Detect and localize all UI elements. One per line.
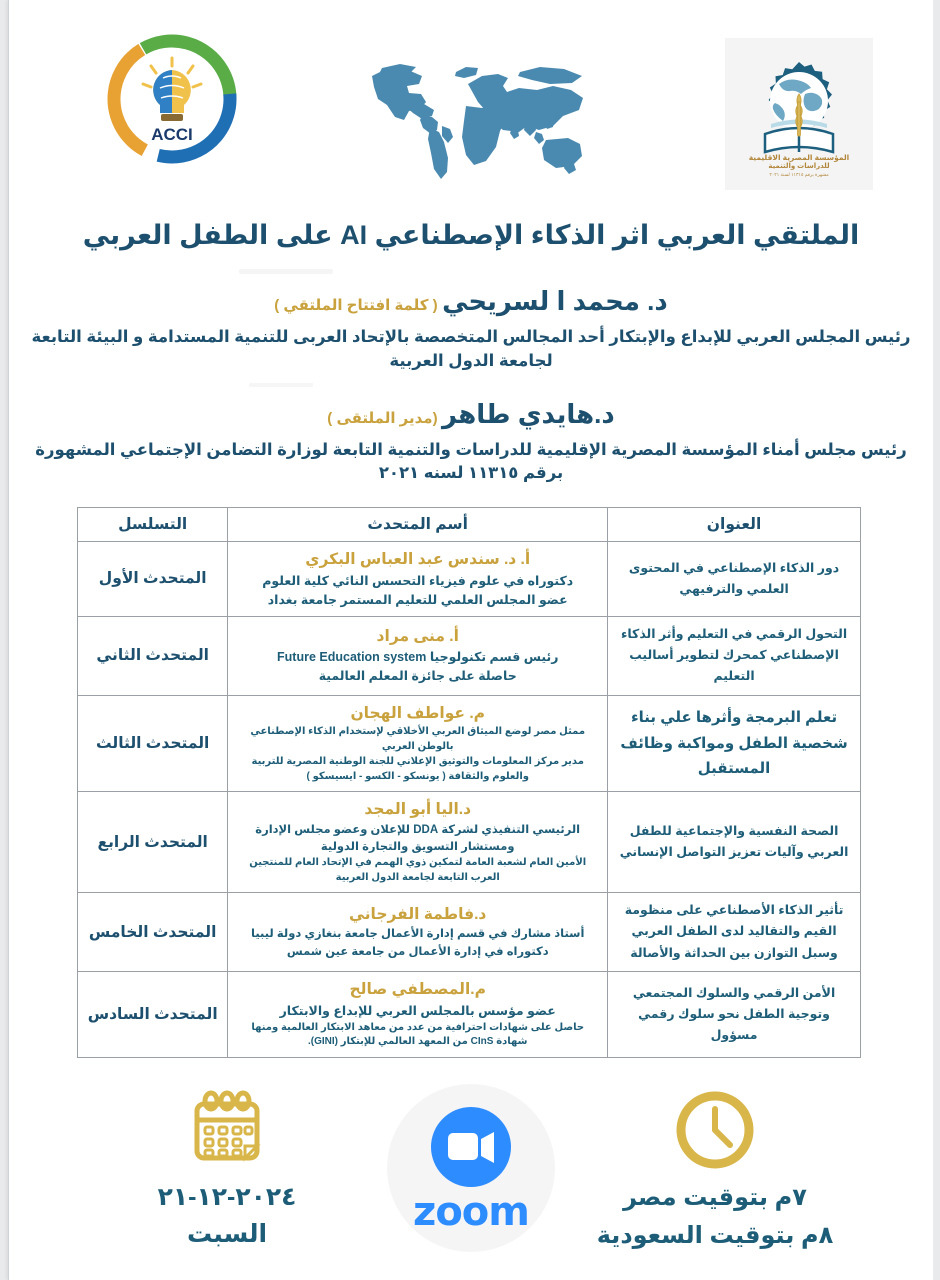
column-header-title: العنوان (608, 507, 861, 541)
table-row (78, 893, 861, 972)
speaker-name: أ. د. سندس عبد العباس البكري (305, 550, 531, 568)
host-block-2 (9, 395, 933, 485)
host-role-2: (مدير الملتقى ) (327, 409, 438, 427)
row-sequence: المتحدث الثاني (78, 616, 228, 695)
poster-page (8, 0, 933, 1280)
time-saudi: ٨م بتوقيت السعودية (596, 1222, 834, 1250)
foundation-caption-1: المؤسسة المصرية الاقليمية (748, 153, 850, 162)
event-date: ٢٠٢٤-١٢-٢١ (157, 1183, 297, 1211)
host-name-2: د.هايدي طاهر (442, 398, 615, 429)
row-speaker (228, 616, 608, 695)
column-header-sequence: التسلسل (78, 507, 228, 541)
table-row (78, 616, 861, 695)
speaker-bio-line: الأمين العام لشعبة العامة لتمكين ذوي الهمم في الإتحاد العام للمنتجين العرب التابعة لجامعة الدول العربية (249, 857, 587, 883)
platform-block (349, 1084, 593, 1252)
host-name-1: د. محمد ا لسريحي (442, 286, 668, 317)
host-role-1: ( كلمة افتتاح الملتقي ) (274, 297, 438, 315)
agenda-table-wrapper (77, 507, 861, 1058)
clock-icon (669, 1084, 761, 1176)
world-map-icon (360, 58, 590, 180)
row-sequence: المتحدث السادس (78, 971, 228, 1057)
row-sequence: المتحدث الرابع (78, 792, 228, 893)
page-title: الملتقي العربي اثر الذكاء الإصطناعي AI على الطفل العربي (82, 220, 860, 250)
world-map-graphic (360, 58, 590, 180)
acci-logo-icon (101, 28, 243, 170)
time-block (593, 1084, 837, 1253)
speaker-bio-line: حاصل على شهادات احترافية من عدد من معاهد الابتكار العالمية ومنها شهادة CInS من المعهد العالمي للإبتكار (GINI). (251, 1021, 585, 1048)
row-title: تأثير الذكاء الأصطناعي على منظومة القيم والتقاليد لدى الطفل العربي وسبل التوازن بين الحداثة والأصالة (608, 893, 861, 972)
host-description-2: رئيس مجلس أمناء المؤسسة المصرية الإقليمية للدراسات والتنمية التابعة لوزارة التضامن الإجتماعي المشهورة برقم ١١٣١٥ لسنه ٢٠٢١ (35, 440, 907, 482)
host-name-line-1 (49, 282, 893, 321)
host-block-1 (9, 282, 933, 372)
foundation-logo-icon (735, 48, 863, 180)
agenda-table (77, 507, 861, 1058)
column-header-speaker: أسم المتحدث (228, 507, 608, 541)
calendar-icon (181, 1084, 273, 1176)
speaker-name: م. عواطف الهجان (350, 704, 485, 722)
host-description-1: رئيس المجلس العربي للإبداع والإبتكار أحد المجالس المتخصصة بالإتحاد العربى للتنمية المستدامة و البيئة التابعة لجامعة الدول العربية (31, 328, 911, 370)
logo-row (9, 0, 933, 205)
table-row (78, 541, 861, 616)
zoom-wordmark: zoom (413, 1189, 529, 1235)
speaker-bio-line: ممثل مصر لوضع الميثاق العربي الأخلاقي لإستخدام الذكاء الإصطناعي بالوطن العربي (250, 726, 586, 752)
row-speaker (228, 792, 608, 893)
row-speaker (228, 695, 608, 792)
time-egypt: ٧م بتوقيت مصر (623, 1184, 807, 1211)
zoom-logo[interactable] (387, 1084, 555, 1252)
egyptian-regional-foundation-logo (725, 38, 873, 190)
foundation-caption-2: للدراسات والتنمية (768, 163, 830, 170)
speaker-name: أ. منى مراد (376, 627, 459, 645)
footer (9, 1084, 933, 1274)
acci-acronym: ACCI (151, 125, 193, 144)
speaker-name: م.المصطفي صالح (349, 980, 486, 998)
zoom-video-icon (428, 1104, 514, 1190)
speaker-bio-line: أستاذ مشارك في قسم إدارة الأعمال جامعة بنغازي دولة ليبيا (251, 928, 585, 941)
row-sequence: المتحدث الخامس (78, 893, 228, 972)
speaker-name: د.فاطمة الفرجاني (349, 905, 487, 923)
row-title: تعلم البرمجة وأثرها علي بناء شخصية الطفل ومواكبة وظائف المستقبل (608, 695, 861, 792)
table-header-row (78, 507, 861, 541)
host-name-line-2 (49, 395, 893, 434)
decorative-rule-2 (249, 383, 313, 387)
row-sequence: المتحدث الثالث (78, 695, 228, 792)
speaker-name: د.اليا أبو المجد (364, 801, 472, 819)
speaker-bio-line: الرئيسي التنفيذي لشركة DDA للإعلان وعضو مجلس الإدارة ومستشار التسويق والتجارة الدولية (255, 823, 581, 853)
row-title: التحول الرقمي في التعليم وأثر الذكاء الإصطناعي كمحرك لتطوير أساليب التعليم (608, 616, 861, 695)
speaker-bio-line: عضو مؤسس بالمجلس العربي للإبداع والابتكار (279, 1003, 556, 1018)
speaker-bio-line: مدير مركز المعلومات والتوثيق الإعلاني للجنة الوطنية المصرية للتربية والعلوم والثقافة ( يونسكو - الكسو - ايسيسكو ) (251, 756, 584, 782)
speaker-bio-line: دكتوراه في إدارة الأعمال من جامعة عين شمس (286, 945, 549, 958)
table-row (78, 971, 861, 1057)
row-title: دور الذكاء الإصطناعي في المحتوى العلمي والترفيهي (608, 541, 861, 616)
acci-logo (101, 28, 243, 170)
speaker-bio-line: دكتوراه في علوم فيزياء التحسس النائي كلية العلوم (262, 573, 574, 588)
decorative-rule-1 (239, 269, 333, 274)
row-title: الأمن الرقمي والسلوك المجتمعي وتوجية الطفل نحو سلوك رقمي مسؤول (608, 971, 861, 1057)
table-row (78, 792, 861, 893)
row-sequence: المتحدث الأول (78, 541, 228, 616)
speaker-bio-line: حاصلة على جائزة المعلم العالمية (318, 669, 517, 684)
speaker-bio-line: رئيس قسم تكنولوجيا Future Education system (277, 650, 559, 665)
event-day: السبت (186, 1220, 268, 1249)
speaker-bio-line: عضو المجلس العلمي للتعليم المستمر جامعة بغداد (267, 592, 568, 607)
row-title: الصحة النفسية والإجتماعية للطفل العربي وآليات تعزيز التواصل الإنساني (608, 792, 861, 893)
foundation-caption-3: مشهرة برقم ١١٣١٥ لسنة ٢٠٢١ (769, 172, 829, 177)
row-speaker (228, 541, 608, 616)
date-block (105, 1084, 349, 1251)
row-speaker (228, 971, 608, 1057)
row-speaker (228, 893, 608, 972)
table-row (78, 695, 861, 792)
